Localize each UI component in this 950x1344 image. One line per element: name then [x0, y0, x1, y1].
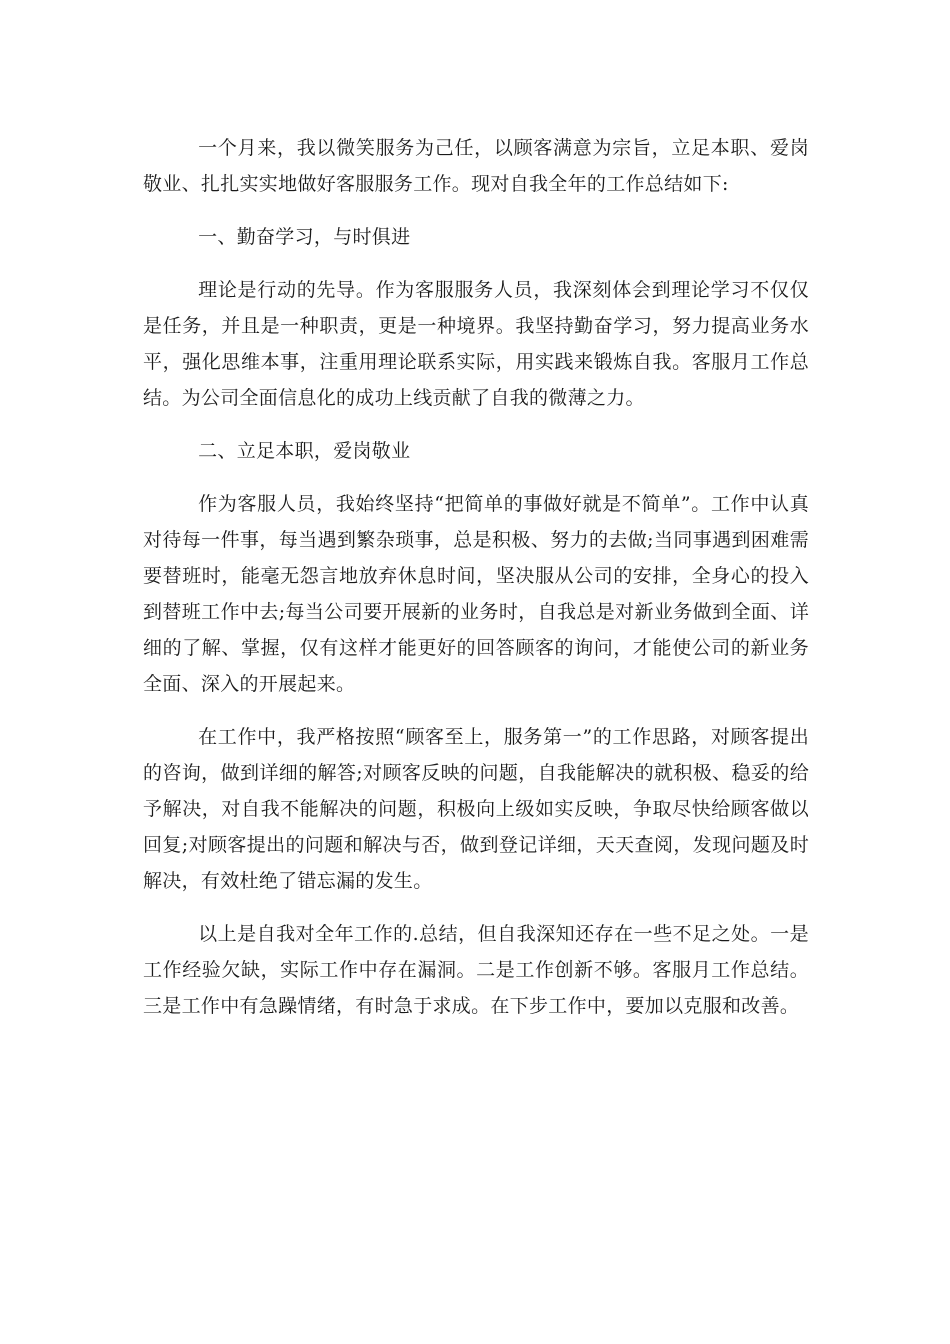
section-heading-2: 二、立足本职，爱岗敬业 — [198, 440, 411, 462]
paragraph-conclusion: 以上是自我对全年工作的.总结，但自我深知还存在一些不足之处。一是工作经验欠缺，实际工作中存在漏洞。二是工作创新不够。客服月工作总结。三是工作中有急躁情绪，有时急于求成。在下步工作中，要加以克服和改善。 — [143, 923, 809, 1017]
paragraph-intro: 一个月来，我以微笑服务为己任，以顾客满意为宗旨，立足本职、爱岗敬业、扎扎实实地做好客服服务工作。现对自我全年的工作总结如下: — [143, 137, 809, 195]
section-heading-1: 一、勤奋学习，与时俱进 — [198, 226, 411, 248]
paragraph-study: 理论是行动的先导。作为客服服务人员，我深刻体会到理论学习不仅仅是任务，并且是一种职责，更是一种境界。我坚持勤奋学习，努力提高业务水平，强化思维本事，注重用理论联系实际，用实践来锻炼自我。客服月工作总结。为公司全面信息化的成功上线贡献了自我的微薄之力。 — [143, 279, 809, 409]
document-body — [143, 130, 809, 1041]
paragraph-customer-service: 在工作中，我严格按照“顾客至上，服务第一”的工作思路，对顾客提出的咨询，做到详细的解答;对顾客反映的问题，自我能解决的就积极、稳妥的给予解决，对自我不能解决的问题，积极向上级如实反映，争取尽快给顾客做以回复;对顾客提出的问题和解决与否，做到登记详细，天天查阅，发现问题及时解决，有效杜绝了错忘漏的发生。 — [143, 726, 809, 892]
paragraph-dedication: 作为客服人员，我始终坚持“把简单的事做好就是不简单”。工作中认真对待每一件事，每当遇到繁杂琐事，总是积极、努力的去做;当同事遇到困难需要替班时，能毫无怨言地放弃休息时间，坚决服从公司的安排，全身心的投入到替班工作中去;每当公司要开展新的业务时，自我总是对新业务做到全面、详细的了解、掌握，仅有这样才能更好的回答顾客的询问，才能使公司的新业务全面、深入的开展起来。 — [143, 493, 809, 695]
